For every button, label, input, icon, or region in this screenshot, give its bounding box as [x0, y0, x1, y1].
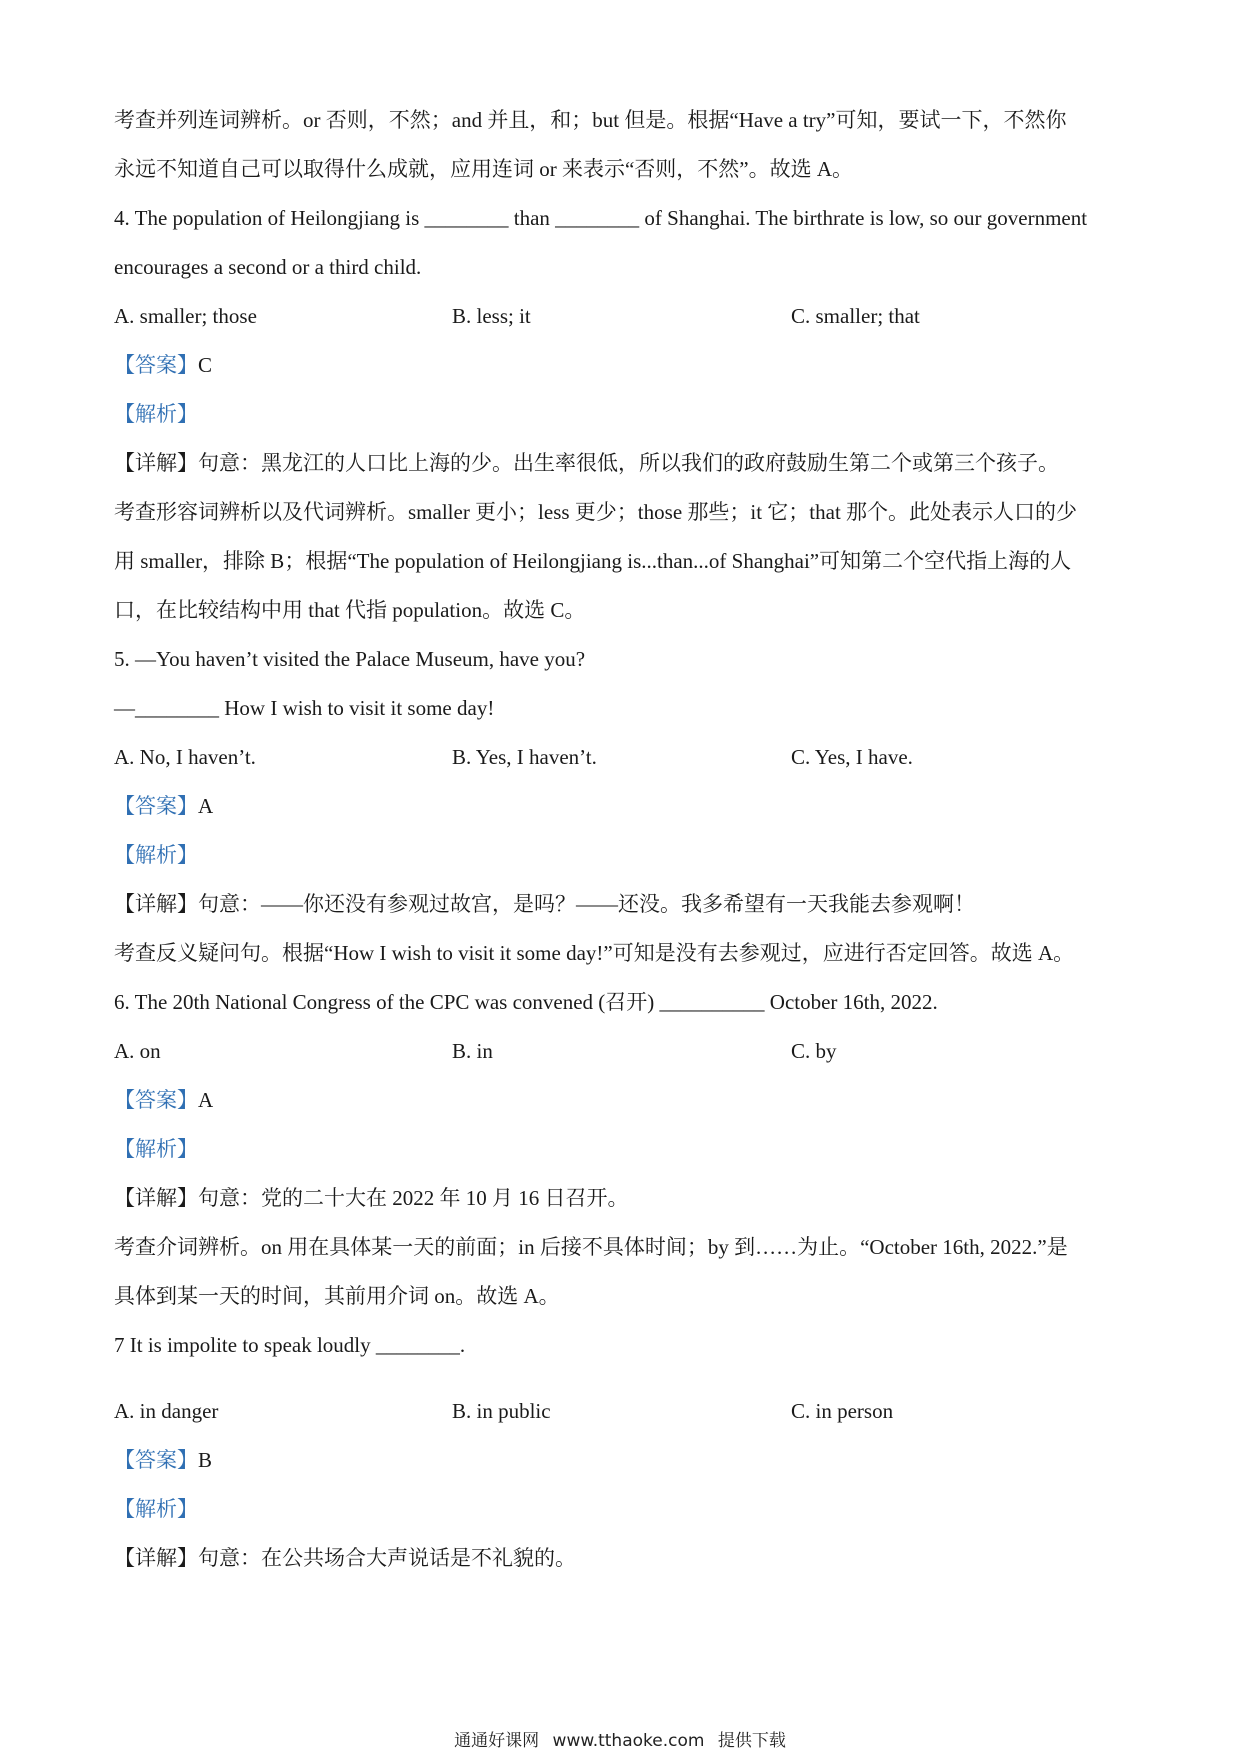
- analysis-label: 【解析】: [114, 402, 198, 426]
- q4-stem-line-2: encourages a second or a third child.: [114, 255, 422, 279]
- q6-answer-value: A: [198, 1088, 214, 1112]
- q6-analysis: [114, 1125, 1134, 1174]
- detail-label: 【详解】: [114, 1546, 198, 1570]
- q4-detail-line-4: 口，在比较结构中用 that 代指 population。故选 C。: [114, 598, 586, 622]
- q7-detail-text: 句意：在公共场合大声说话是不礼貌的。: [198, 1546, 576, 1570]
- document-page: [114, 96, 1134, 1583]
- q4-option-b: B. less; it: [452, 304, 531, 328]
- answer-label: 【答案】: [114, 353, 198, 377]
- q4-detail-text: 句意：黑龙江的人口比上海的少。出生率很低，所以我们的政府鼓励生第二个或第三个孩子。: [198, 451, 1059, 475]
- q6-option-a: A. on: [114, 1039, 161, 1063]
- q7-option-b: B. in public: [452, 1399, 551, 1423]
- q4-detail-line-2: 考查形容词辨析以及代词辨析。smaller 更小；less 更少；those 那些；it 它；that 那个。此处表示人口的少: [114, 500, 1078, 524]
- q5-detail-line-1: [114, 880, 1134, 929]
- q4-detail-line-3: 用 smaller，排除 B；根据“The population of Heilongjiang is...than...of Shanghai”可知第二个空代指上海的人: [114, 549, 1072, 573]
- q7-detail-line-1: [114, 1534, 1134, 1583]
- q4-stem-line-1: 4. The population of Heilongjiang is ________ than ________ of Shanghai. The birthrate is low, so our government: [114, 206, 1088, 230]
- q5-detail-line-2: 考查反义疑问句。根据“How I wish to visit it some day!”可知是没有去参观过，应进行否定回答。故选 A。: [114, 941, 1075, 965]
- detail-label: 【详解】: [114, 1186, 198, 1210]
- intro-line-2: 永远不知道自己可以取得什么成就，应用连词 or 来表示“否则，不然”。故选 A。: [114, 157, 854, 181]
- q7-options: [114, 1387, 1134, 1436]
- q6-detail-line-3: 具体到某一天的时间，其前用介词 on。故选 A。: [114, 1284, 560, 1308]
- detail-label: 【详解】: [114, 451, 198, 475]
- q5-detail-text: 句意：——你还没有参观过故宫，是吗？——还没。我多希望有一天我能去参观啊！: [198, 892, 975, 916]
- q6-options: [114, 1027, 1134, 1076]
- q6-detail-line-2: 考查介词辨析。on 用在具体某一天的前面；in 后接不具体时间；by 到……为止。“October 16th, 2022.”是: [114, 1235, 1068, 1259]
- q5-answer: [114, 782, 1134, 831]
- intro-line-1: 考查并列连词辨析。or 否则，不然；and 并且，和；but 但是。根据“Have a try”可知，要试一下，不然你: [114, 108, 1067, 132]
- q6-detail-line-1: [114, 1174, 1134, 1223]
- q5-option-c: C. Yes, I have.: [791, 745, 913, 769]
- q7-answer: [114, 1436, 1134, 1485]
- analysis-label: 【解析】: [114, 1497, 198, 1521]
- q5-option-a: A. No, I haven’t.: [114, 745, 256, 769]
- q4-option-a: A. smaller; those: [114, 304, 257, 328]
- q6-option-c: C. by: [791, 1039, 837, 1063]
- q6-answer: [114, 1076, 1134, 1125]
- q5-answer-value: A: [198, 794, 214, 818]
- q5-stem-line-2: —________ How I wish to visit it some day!: [114, 696, 495, 720]
- q7-answer-value: B: [198, 1448, 213, 1472]
- footer-url[interactable]: www.tthaoke.com: [552, 1731, 705, 1751]
- page-footer: [0, 1726, 1240, 1751]
- q5-stem-line-1: 5. —You haven’t visited the Palace Museum, have you?: [114, 647, 586, 671]
- answer-label: 【答案】: [114, 1448, 198, 1472]
- q4-detail-line-1: [114, 439, 1134, 488]
- q4-options: [114, 292, 1134, 341]
- q4-option-c: C. smaller; that: [791, 304, 920, 328]
- analysis-label: 【解析】: [114, 1137, 198, 1161]
- q4-analysis: [114, 390, 1134, 439]
- q7-option-c: C. in person: [791, 1399, 894, 1423]
- footer-site-name: 通通好课网: [454, 1731, 540, 1751]
- q6-detail-text: 句意：党的二十大在 2022 年 10 月 16 日召开。: [198, 1186, 629, 1210]
- analysis-label: 【解析】: [114, 843, 198, 867]
- q4-answer-value: C: [198, 353, 213, 377]
- footer-note: 提供下载: [717, 1731, 786, 1751]
- detail-label: 【详解】: [114, 892, 198, 916]
- q7-stem-line-1: 7 It is impolite to speak loudly ________.: [114, 1333, 466, 1357]
- q7-option-a: A. in danger: [114, 1399, 219, 1423]
- q5-analysis: [114, 831, 1134, 880]
- q5-options: [114, 733, 1134, 782]
- q4-answer: [114, 341, 1134, 390]
- spacer: [114, 1370, 1134, 1387]
- q5-option-b: B. Yes, I haven’t.: [452, 745, 597, 769]
- answer-label: 【答案】: [114, 1088, 198, 1112]
- q6-option-b: B. in: [452, 1039, 493, 1063]
- answer-label: 【答案】: [114, 794, 198, 818]
- q7-analysis: [114, 1485, 1134, 1534]
- q6-stem-line-1: 6. The 20th National Congress of the CPC was convened (召开) __________ October 16th, 2022.: [114, 990, 938, 1014]
